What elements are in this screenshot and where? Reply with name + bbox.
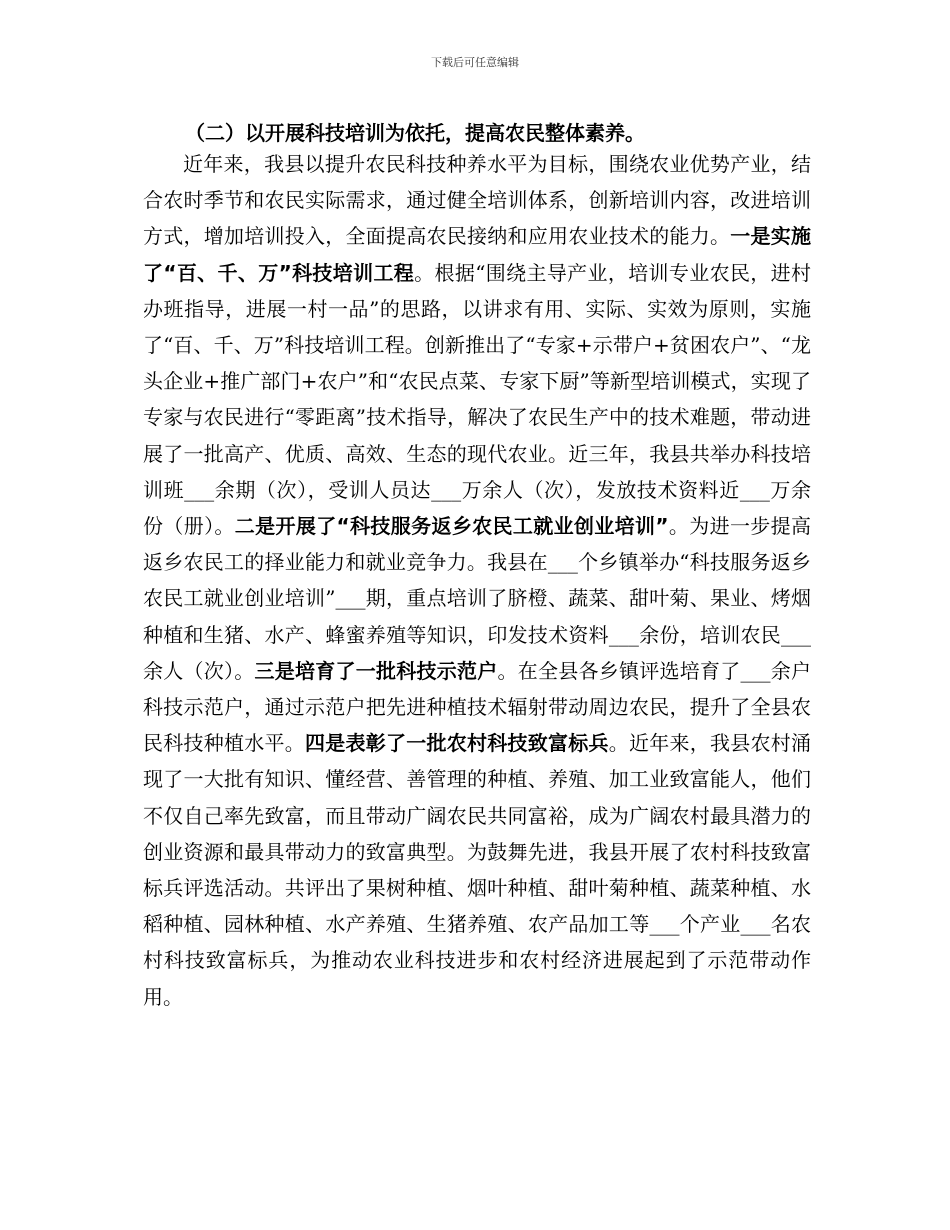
- section-heading: （二）以开展科技培训为依托，提高农民整体素养。: [185, 121, 645, 145]
- paragraph-text: 。为进一步提高返乡农民工的择业能力和就业竞争力。我县在___个乡镇举办“科技服务返乡农民工就业创业培训”___期，重点培训了脐橙、蔬菜、甜叶菊、果业、烤烟种植和生猪、水产、蜂蜜养殖等知识，印发技术资料___余份，培训农民___余人（次）。: [143, 514, 812, 683]
- bold-highlight: 四是表彰了一批农村科技致富标兵: [305, 731, 609, 756]
- paragraph-text: 近年来，我县以提升农民科技种养水平为目标，围绕农业优势产业，结合农时季节和农民实际需求，通过健全培训体系，创新培训内容，改进培训方式，增加培训投入，全面提高农民接纳和应用农业技术的能力。: [143, 152, 811, 249]
- bold-highlight: 三是培育了一批科技示范户: [254, 658, 498, 683]
- paragraph-text: 。在全县各乡镇评选培育了___余户科技示范户，通过示范户把先进种植技术辐射带动周边农民，提升了全县农民科技种植水平。: [143, 658, 811, 756]
- body-text: [143, 146, 811, 1015]
- paragraph-text: 。根据“围绕主导产业，培训专业农民，进村办班指导，进展一村一品”的思路，以讲求有用、实际、实效为原则，实施了“百、千、万”科技培训工程。创新推出了“专家+示带户+贫困农户”、“龙头企业+推广部门+农户”和“农民点菜、专家下厨”等新型培训模式，实现了专家与农民进行“零距离”技术指导，解决了农民生产中的技术难题，带动进展了一批高产、优质、高效、生态的现代农业。近三年，我县共举办科技培训班___余期（次），受训人员达___万余人（次），发放技术资料近___万余份（册）。: [143, 260, 811, 539]
- paragraph-text: 。近年来，我县农村涌现了一大批有知识、懂经营、善管理的种植、养殖、加工业致富能人，他们不仅自己率先致富，而且带动广阔农民共同富裕，成为广阔农村最具潜力的创业资源和最具带动力的致富典型。为鼓舞先进，我县开展了农村科技致富标兵评选活动。共评出了果树种植、烟叶种植、甜叶菊种植、蔬菜种植、水稻种植、园林种植、水产养殖、生猪养殖、农产品加工等___个产业___名农村科技致富标兵，为推动农业科技进步和农村经济进展起到了示范带动作用。: [143, 731, 811, 1009]
- page-header: 下载后可任意编辑: [431, 56, 519, 69]
- bold-highlight: 一是实施了“百、千、万”科技培训工程: [143, 224, 811, 285]
- bold-highlight: 二是开展了“科技服务返乡农民工就业创业培训”: [234, 514, 669, 539]
- paragraph: [143, 146, 811, 1015]
